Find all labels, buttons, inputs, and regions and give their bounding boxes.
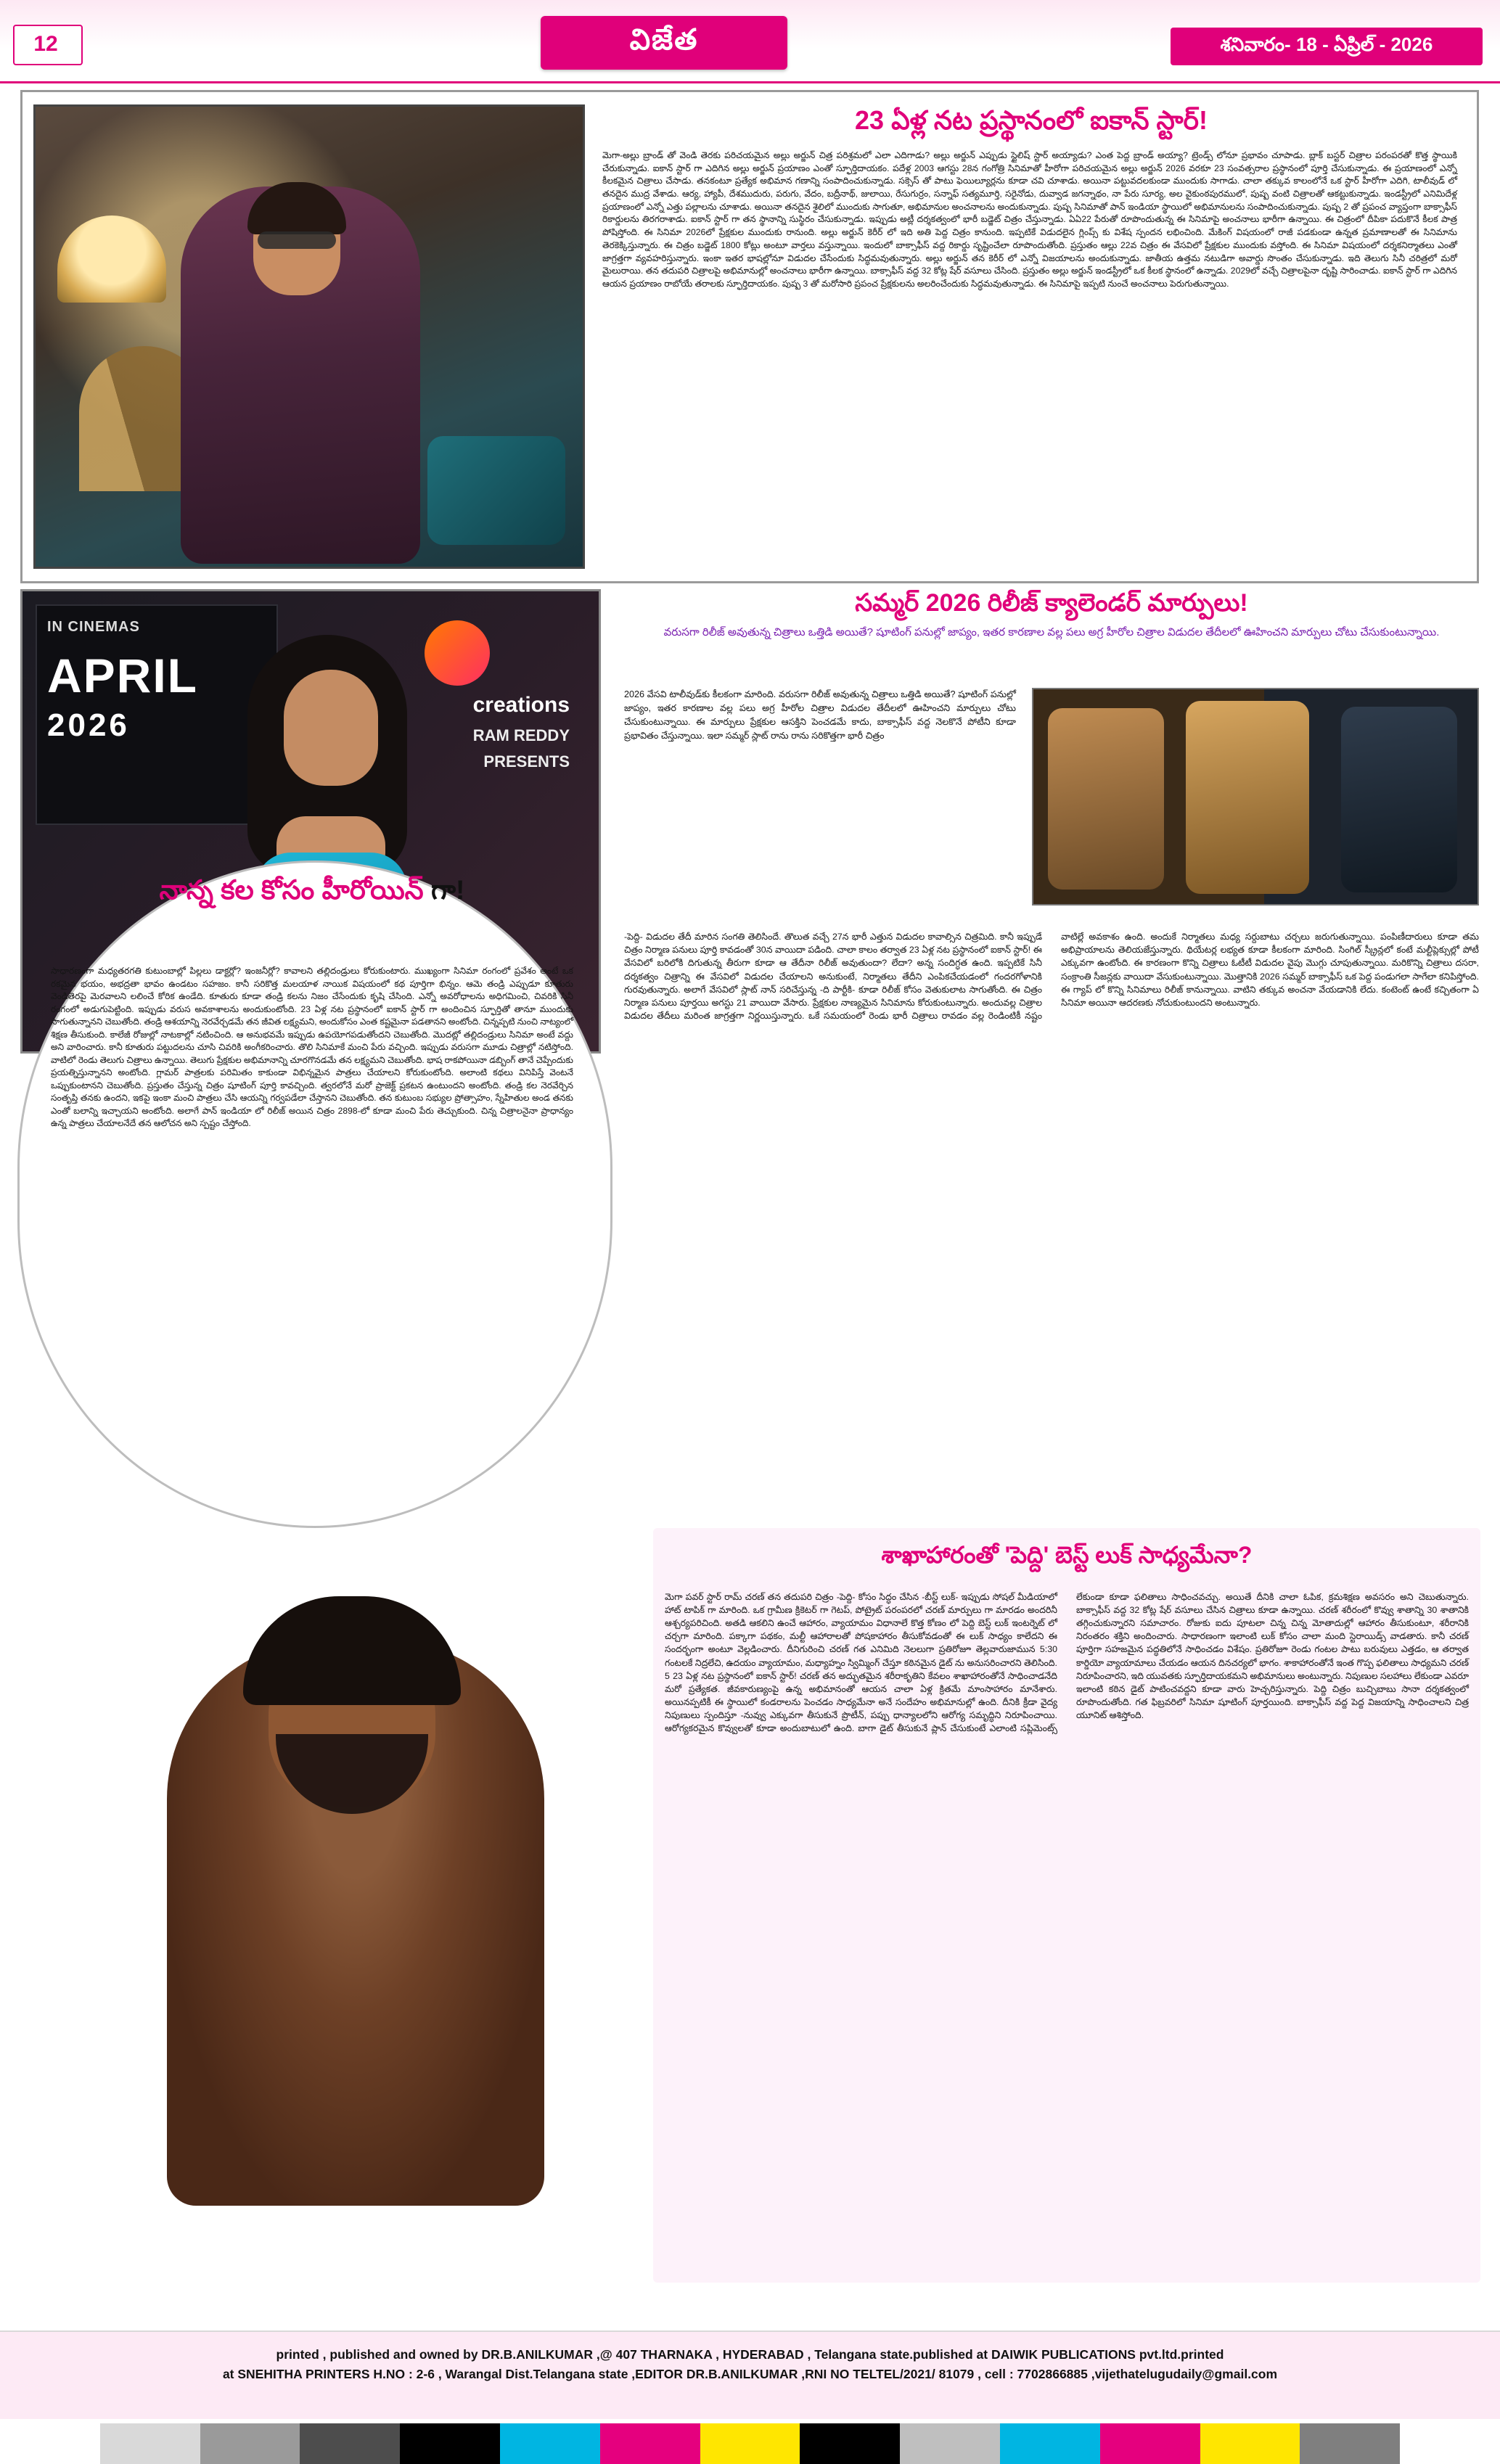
- footer-line-1: printed , published and owned by DR.B.ANILKUMAR ,@ 407 THARNAKA , HYDERABAD , Telangana state.published at DAIWIK PUBLICATIONS pvt.ltd.printed: [276, 2347, 1224, 2362]
- color-swatch-13: [1300, 2423, 1400, 2464]
- color-swatch-9: [900, 2423, 1000, 2464]
- color-swatch-11: [1100, 2423, 1200, 2464]
- poster-presenter: RAM REDDY: [472, 726, 570, 744]
- footer-imprint: [0, 2330, 1500, 2419]
- story-1-photo-allu-arjun: [33, 104, 585, 569]
- story-3-headline: సమ్మర్ 2026 రిలీజ్ క్యాలెండర్ మార్పులు!: [855, 589, 1248, 617]
- story-3-kicker: వరుసగా రిలీజ్ అవుతున్న చిత్రాలు ఒత్తిడి అయితే? షూటింగ్ పనుల్లో జాప్యం, ఇతర కారణాల వల్ల పలు అగ్ర హీరోల చిత్రాల విడుదల తేదీలలో ఊహించని మార్పులు చోటు చేసుకుంటున్నాయి.: [663, 626, 1440, 639]
- page-number: 12: [33, 32, 58, 56]
- story-4-photo-ram-charan: [58, 1553, 639, 2235]
- footer-line-2: at SNEHITHA PRINTERS H.NO : 2-6 , Warangal Dist.Telangana state ,EDITOR DR.B.ANILKUMAR ,RNI NO TELTEL/2021/ 81079 , cell : 7702866885 ,vijethatelugudaily@gmail.com: [222, 2367, 1278, 2382]
- color-swatch-10: [1000, 2423, 1100, 2464]
- poster-line-2: APRIL: [47, 649, 198, 702]
- collage-panel-1: [1048, 708, 1164, 890]
- story-3-body-main: -పెద్ది- విడుదల తేదీ మారిన సంగతి తెలిసిందే. తొలుత వచ్చే 27న భారీ ఎత్తున విడుదల కావాల్సిన చిత్రమిది. కానీ ఇప్పుడే చిత్రం నిర్మాణ పనులు పూర్తి కావడంతో 30న వాయిదా పడింది. చాలా కాలం తర్వాత 23 ఏళ్ల నట ప్రస్థానంలో ఐకాన్ స్టార్! ఈ వేసవిలో బరిలోకి దిగుతున్న తీరుగా కూడా ఆ తేదీనా రిలీజ్ అవుతుందా? లేదా? అన్న సందిగ్ధత ఉంది. ఇప్పటికే సినీ దర్శకత్వం చిత్రాన్ని ఈ వేసవిలో విడుదల చేయాలని అనుకుంటే, నిర్మాతలు తేదీని ఎంపికచేయడంలో గందరగోళానికి గురవుతున్నారు. అలాగే వేసవిలో స్లాట్ నాన్ సరిచేస్తున్న -ది పార్టీకి- కూడా రిలీజ్ కోసం వెతుకులాట సాగుతోంది. ఈ చిత్రం నిర్మాణ పనులు పూర్తయి అగస్టు 21 వాయిదా వేసారు. ప్రేక్షకుల నాణ్యమైన సినిమాను కోరుకుంటున్నారు. అందువల్ల చిత్రాల విడుదల తేదీలు మరింత జాగ్రత్తగా నిర్ణయిస్తున్నారు. ఒకే సమయంలో రెండు భారీ చిత్రాలు రావడం వల్ల రెండింటికీ నష్టం వాటిల్లే అవకాశం ఉంది. అందుకే నిర్మాతలు మధ్య సర్దుబాటు చర్చలు జరుగుతున్నాయి. పంపిణీదారులు కూడా తమ అభిప్రాయాలను తెలియజేస్తున్నారు. థియేటర్ల లభ్యత కూడా కీలకంగా మారింది. సింగిల్ స్క్రీన్లలో కంటే మల్టీప్లెక్సుల్లో పోటీ ఎక్కువగా ఉంటోంది. ఈ కారణంగా కొన్ని చిత్రాలు ఓటీటీ విడుదల వైపు మొగ్గు చూపుతున్నాయి. మరికొన్ని చిత్రాలు దసరా, సంక్రాంతి సీజన్లకు వాయిదా వేసుకుంటున్నాయి. మొత్తానికి 2026 సమ్మర్ బాక్సాఫీస్ ఒక పెద్ద పండుగలా సాగేలా కనిపిస్తోంది. ఈ గ్యాప్ లో కొన్ని సినిమాలు రిలీజ్ కానున్నాయి. వాటిని తక్కువ అంచనా వేయడానికి లేదు. కంటెంట్ ఉంటే కచ్చితంగా ఏ సినిమా అయినా ఆదరణకు నోచుకుంటుందని అంటున్నారు.: [624, 932, 1479, 1022]
- heroine-face: [284, 670, 378, 786]
- poster-brand: creations: [472, 693, 570, 717]
- color-swatch-6: [600, 2423, 700, 2464]
- story-1-headline: 23 ఏళ్ల నట ప్రస్థానంలో ఐకాన్ స్టార్!: [855, 105, 1208, 135]
- color-swatch-5: [500, 2423, 600, 2464]
- color-swatch-2: [200, 2423, 300, 2464]
- actor-hair: [243, 1596, 461, 1705]
- story-3-body-left: 2026 వేసవి టాలీవుడ్‌కు కీలకంగా మారింది. వరుసగా రిలీజ్ అవుతున్న చిత్రాలు ఒత్తిడి అయితే? షూటింగ్ పనుల్లో జాప్యం, ఇతర కారణాల వల్ల పలు అగ్ర హీరోల చిత్రాల విడుదల తేదీలలో ఊహించని మార్పులు చోటు చేసుకుంటున్నాయి. ఈ మార్పులు ప్రేక్షకుల ఆసక్తిని పెంచడమే కాదు, బాక్సాఫీస్ వద్ద నెలకొనే పోటీని కూడా ప్రభావితం చేస్తున్నాయి. ఇలా సమ్మర్ స్లాట్ రాను రాను సరికొత్తగా భారీ చిత్రం: [624, 689, 1016, 741]
- story-1-title-wrap: [602, 106, 1460, 135]
- poster-line-3: 2026: [47, 707, 130, 743]
- story-4-body: మెగా పవర్ స్టార్ రామ్ చరణ్ తన తదుపరి చిత్రం -పెద్ది- కోసం సిద్ధం చేసిన -బీస్ట్ లుక్- ఇప్పుడు సోషల్ మీడియాలో హాట్ టాపిక్ గా మారింది. ఒక గ్రామీణ క్రికెటర్ గా గెటప్, పోట్రైట్ పరంపరలో చరణ్ మార్పులు గా మారడం అందరినీ ఆశ్చర్యపరిచింది. అతడి ఆకలిని ఉంచే ఆహారం, వ్యాయామం విధానాలే కొత్త కోణం లో పెద్ది బెస్ట్ లుక్ ఇంటర్నెట్ లో చర్చగా మారింది. పక్కాగా పథకం, మల్టీ ఆహారాలతో పోషకాహారం తీసుకోవడంతో ఈ లుక్ సాధ్యం కాలేదని ఈ సందర్భంగా అంటూ వెల్లడించారు. దీనిగురించి చరణ్ గత ఎనిమిది నెలలుగా ప్రతిరోజూ తెల్లవారుజామున 5:30 గంటలకే నిద్రలేచి, ఉదయం వ్యాయామం, మధ్యాహ్నం స్విమ్మింగ్ చేస్తూ కఠినమైన డైట్ ను అనుసరించారని తెలిసింది. 5 23 ఏళ్ల నట ప్రస్థానంలో ఐకాన్ స్టార్! చరణ్ తన అద్భుతమైన శరీరాకృతిని కేవలం శాఖాహారంతోనే సాధించాడనేది మరో ప్రత్యేకత. జీవకారుణ్యంపై ఉన్న అభిమానంతో ఆయన చాలా ఏళ్ల క్రితమే మాంసాహారం మానేశారు. అయినప్పటికీ ఈ స్థాయిలో కండరాలను పెంచడం సాధ్యమేనా అనే సందేహం అభిమానుల్లో ఉంది. దీనికి క్రీడా వైద్య నిపుణులు స్పందిస్తూ -నువ్వు ఎక్కువగా తీసుకునే ప్రొటీన్, పప్పు ధాన్యాలలోని ఆరోగ్య సమృద్ధిని నిరూపించాయి. ఆరోగ్యకరమైన కొవ్వులతో కూడా అందుబాటులో ఉంది. బాగా డైట్ తీసుకునే ప్లాన్ చేసుకుంటే ఎలాంటి సప్లిమెంట్స్ లేకుండా కూడా ఫలితాలు సాధించవచ్చు. అయితే దీనికి చాలా ఓపిక, క్రమశిక్షణ అవసరం అని చెబుతున్నారు. బాక్సాఫీస్ వద్ద 32 కోట్ల షేర్ వసూలు చేసిన చిత్రాలు కూడా ఉన్నాయి. చరణ్ శరీరంలో కొవ్వు శాతాన్ని 30 శాతానికి తగ్గించుకున్నారని సమాచారం. రోజుకు ఐదు పూటలా చిన్న చిన్న మోతాదుల్లో ఆహారం తీసుకుంటూ, శరీరానికి నిరంతరం శక్తిని అందించారు. సాధారణంగా ఇలాంటి లుక్ కోసం చాలా మంది స్టెరాయిడ్స్ వాడతారు. కానీ చరణ్ పూర్తిగా సహజమైన పద్ధతిలోనే సాధించడం విశేషం. ప్రతిరోజూ రెండు గంటల పాటు బరువులు ఎత్తడం, ఆ తర్వాత కార్డియో వ్యాయామాలు చేయడం ఆయన దినచర్యలో భాగం. శాకాహారంతోనే ఇంత గొప్ప ఫలితాలు సాధ్యమని చరణ్ నిరూపించారని, ఇది యువతకు స్ఫూర్తిదాయకమని అభిమానులు అంటున్నారు. నిపుణుల సలహాలు లేకుండా ఎవరూ ఇలాంటి కఠిన డైట్ పాటించవద్దని కూడా వారు హెచ్చరిస్తున్నారు. పెద్ది చిత్రం బుచ్చిబాబు సానా దర్శకత్వంలో రూపొందుతోంది. గత ఫిబ్రవరిలో సినిమా షూటింగ్ పూర్తయింది. బాక్సాఫీస్ వద్ద పెద్ద విజయాన్ని సాధించాలని చిత్ర యూనిట్ ఆశిస్తోంది.: [665, 1592, 1469, 1734]
- issue-date: శనివారం- 18 - ఏప్రిల్ - 2026: [1171, 28, 1483, 65]
- color-swatch-12: [1200, 2423, 1300, 2464]
- color-swatch-3: [300, 2423, 400, 2464]
- story-4: [653, 1528, 1480, 2283]
- sunglasses-icon: [258, 231, 336, 249]
- story-2-headline-main: నాన్న కల కోసం హీరోయిన్: [159, 875, 424, 905]
- cushion-decor: [427, 436, 565, 545]
- lamp-decor: [57, 215, 166, 303]
- publication-logo-text: విజేత: [629, 22, 699, 56]
- story-3: [624, 589, 1479, 1431]
- poster-line-1: IN CINEMAS: [47, 619, 140, 635]
- publication-logo: [541, 16, 787, 70]
- masthead: [0, 0, 1500, 83]
- color-swatch-1: [100, 2423, 200, 2464]
- story-1-body: మెగా-అల్లు బ్రాండ్ తో వెండి తెరకు పరిచయమైన అల్లు అర్జున్ చిత్ర పరిశ్రమలో ఎలా ఎదిగాడు? అల్లు అర్జున్ ఎప్పుడు స్టైలిష్ స్టార్ అయ్యాడు? ఎంత పెద్ద బ్రాండ్ అయ్యా? ట్రెండ్స్ లోనూ ప్రభావం చూపాడు. బ్లాక్ బస్టర్ చిత్రాల పరంపరతో కొత్త స్థాయికి చేరుకున్నాడు. ఐకాన్ స్టార్ గా ఎదిగిన అల్లు అర్జున్ ప్రయాణం ఎంతో స్ఫూర్తిదాయకం. పదేళ్ల 2003 ఆగస్టు 28న గంగోత్రి సినిమాతో హీరోగా పరిచయమైన అల్లు అర్జున్ 2026 వరకూ 23 సంవత్సరాల ప్రస్థానంలో పూర్తి చేసుకున్నాడు. ఈ ప్రయాణంలో ఎన్నో కీలకమైన చిత్రాలు చేసాడు. తనకంటూ ప్రత్యేక అభిమాన గణాన్ని సంపాదించుకున్నాడు. సక్సెస్ తో పాటు ఫెయిల్యూర్లను కూడా చవి చూశాడు. అయినా పట్టువదలకుండా ముందుకు సాగాడు. చాలా తక్కువ కాలంలోనే ఒక స్టార్ హీరోగా ఎదిగి, టాలీవుడ్ లో తనదైన ముద్ర వేశాడు. ఆర్య, హ్యాపీ, దేశముదురు, పరుగు, వేదం, బద్రీనాథ్, జులాయి, రేసుగుర్రం, సన్నాఫ్ సత్యమూర్తి, సరైనోడు, దువ్వాడ జగన్నాథం, నా పేరు సూర్య, అల వైకుంఠపురములో, పుష్ప వంటి చిత్రాలతో ఆకట్టుకున్నాడు. ఇండస్ట్రీలో ఎనిమిదేళ్ల ప్రయాణంలో ఎన్నో ఎత్తు పల్లాలను చూశాడు. అయినా తనదైన శైలిలో ముందుకు సాగుతూ, అభిమానుల అంచనాలను అందుకున్నాడు. పుష్ప సినిమాతో పాన్ ఇండియా స్థాయిలో అభిమానులను సంపాదించుకున్నాడు. పుష్ప 2 తో ప్రపంచ వ్యాప్తంగా బాక్సాఫీస్ రికార్డులను తిరగరాశాడు. ఐకాన్ స్టార్ గా తన స్థానాన్ని సుస్థిరం చేసుకున్నాడు. ఇప్పుడు అట్లీ దర్శకత్వంలో భారీ బడ్జెట్ చిత్రం చేస్తున్నాడు. ఏఏ22 పేరుతో రూపొందుతున్న ఈ సినిమాపై అంచనాలు భారీగా ఉన్నాయి. ఈ చిత్రంలో దీపికా పదుకొనే కీలక పాత్ర పోషిస్తోంది. ఈ సినిమా 2026లో ప్రేక్షకుల ముందుకు రానుంది. అల్లు అర్జున్ కెరీర్ లో ఇది అతి పెద్ద చిత్రం కానుంది. ఇప్పటికే విడుదలైన గ్లింప్స్ కు విశేష స్పందన లభించింది. మేకింగ్ విషయంలో రాజీ పడకుండా ఉన్నత ప్రమాణాలతో ఈ సినిమాను తెరకెక్కిస్తున్నారు. ఈ చిత్రం బడ్జెట్ 1800 కోట్లు అంటూ వార్తలు వస్తున్నాయి. ఇందులో బాక్సాఫీస్ వద్ద రికార్డు సృష్టించేలా రూపొందుతోంది. ప్రస్తుతం ఆల్లు 22వ చిత్రం ఈ వేసవిలో ప్రేక్షకుల ముందుకు వస్తోంది. ఈ సినిమా విషయంలో దర్శకనిర్మాతలు ఎంతో జాగ్రత్తగా వ్యవహరిస్తున్నారు. ఇంకా ఇతర భాషల్లోనూ విడుదల చేసేందుకు సిద్ధమవుతున్నారు. అల్లు అర్జున్ తన కెరీర్ లో ఎన్నో విజయాలను అందుకున్నాడు. జాతీయ ఉత్తమ నటుడిగా అవార్డు సొంతం చేసుకున్నాడు. ఇది తెలుగు సినీ చరిత్రలో మరో మైలురాయి. తన తదుపరి చిత్రాలపై అభిమానుల్లో అంచనాలు భారీగా ఉన్నాయి. బాక్సాఫీస్ వద్ద 32 కోట్ల షేర్ వసూలు చేసింది. ప్రస్తుతం అల్లు అర్జున్ ఇండస్ట్రీలో ఒక కీలక స్థానంలో ఉన్నాడు. 2029లో వచ్చే చిత్రాలపైనా దృష్టి సారించాడు. ఐకాన్ స్టార్ గా ఎదిగిన ఆయన ప్రయాణం రాబోయే తరాలకు స్ఫూర్తిదాయకం. పుష్ప 3 తో మరోసారి ప్రపంచ ప్రేక్షకులను అలరించేందుకు సిద్ధమవుతున్నాడు. ఈ సినిమాపై ఇప్పటి నుంచే అంచనాలు పెరుగుతున్నాయి.: [602, 150, 1457, 289]
- color-swatch-8: [800, 2423, 900, 2464]
- color-swatch-7: [700, 2423, 800, 2464]
- story-4-headline: శాఖాహారంతో 'పెద్ది' బెస్ట్ లుక్ సాధ్యమేనా?: [881, 1542, 1253, 1568]
- collage-panel-3: [1341, 707, 1457, 892]
- color-swatch-14: [1400, 2423, 1500, 2464]
- story-2-title-wrap: [22, 875, 602, 962]
- story-2-headline: [22, 875, 602, 912]
- collage-panel-2: [1186, 701, 1309, 894]
- color-swatch-0: [0, 2423, 100, 2464]
- color-swatch-4: [400, 2423, 500, 2464]
- story-2-body: సాధారణంగా మధ్యతరగతి కుటుంబాల్లో పిల్లలు డాక్టర్లో? ఇంజనీర్లో? కావాలని తల్లిదండ్రులు కోరుకుంటారు. ముఖ్యంగా సినిమా రంగంలో ప్రవేశం అంటే ఒక రకమైన భయం, అభద్రతా భావం ఉండటం సహజం. కానీ సరికొత్త మలయాళ నాయిక విషయంలో కథ పూర్తిగా భిన్నం. ఆమె తండ్రి ఎప్పుడూ కూతురు వెండితెరపై మెరవాలని లలించే కోరిక ఉండేది. కూతురు కూడా తండ్రి కలను నిజం చేసేందుకు కృషి చేసింది. ఎన్నో అవరోధాలను అధిగమించి, చివరికి సినీ రంగంలో అడుగుపెట్టింది. ఇప్పుడు వరుస అవకాశాలను అందుకుంటోంది. 23 ఏళ్ల నట ప్రస్థానంలో ఐకాన్ స్టార్ గా అందించిన స్ఫూర్తితో తానూ ముందుకు సాగుతున్నానని చెబుతోంది. తండ్రి ఆశయాన్ని నెరవేర్చడమే తన జీవిత లక్ష్యమని, అందుకోసం ఎంత కష్టమైనా పడతానని అంటోంది. చిన్నప్పటి నుంచి నాట్యంలో శిక్షణ తీసుకుంది. కాలేజీ రోజుల్లో నాటకాల్లో నటించింది. ఆ అనుభవమే ఇప్పుడు ఉపయోగపడుతోందని చెబుతోంది. మొదట్లో తల్లిదండ్రులు సినిమా అంటే వద్దు అని వారించారు. కానీ కూతురు పట్టుదలను చూసి చివరికి అంగీకరించారు. తొలి సినిమాకే మంచి పేరు వచ్చింది. ఇప్పుడు వరుసగా మూడు చిత్రాల్లో నటిస్తోంది. వాటిలో రెండు తెలుగు చిత్రాలు ఉన్నాయి. తెలుగు ప్రేక్షకుల అభిమానాన్ని చూరగొనడమే తన లక్ష్యమని చెబుతోంది. భాష రాకపోయినా డబ్బింగ్ తానే చెప్పేందుకు ప్రయత్నిస్తున్నానని అంటోంది. గ్లామర్ పాత్రలకు పరిమితం కాకుండా విభిన్నమైన పాత్రలు చేయాలని కోరుకుంటోంది. అలాంటి కథలు వినిపిస్తే వెంటనే ఒప్పుకుంటానని చెబుతోంది. ప్రస్తుతం చేస్తున్న చిత్రం షూటింగ్ పూర్తి కావచ్చింది. త్వరలోనే మరో ప్రాజెక్ట్ ప్రకటన ఉంటుందని అంటోంది. తండ్రి కల నెరవేర్చిన సంతృప్తి తనకు ఉందని, ఇకపై ఇంకా మంచి పాత్రలు చేసి ఆయన్ని గర్వపడేలా చేస్తానని చెబుతోంది. తన కుటుంబ సభ్యుల ప్రోత్సాహం, స్నేహితుల అండ తనకు ఎంతో బలాన్ని ఇచ్చాయని అంటోంది. అలాగే పాన్ ఇండియా లో రిలీజ్ అయిన చిత్రం 2898-లో కూడా మంచి పేరు తెచ్చుకుంది. చిన్న చిత్రాలనైనా ప్రాధాన్యం ఉన్న పాత్రలు చేయాలనేదే తన ఆలోచన అని స్పష్టం చేస్తోంది.: [51, 966, 573, 1129]
- poster-presents: PRESENTS: [483, 752, 570, 771]
- story-2-headline-suffix: గా!: [430, 875, 465, 905]
- story-3-photo-collage: [1032, 688, 1479, 905]
- print-color-calibration-bar: [0, 2423, 1500, 2464]
